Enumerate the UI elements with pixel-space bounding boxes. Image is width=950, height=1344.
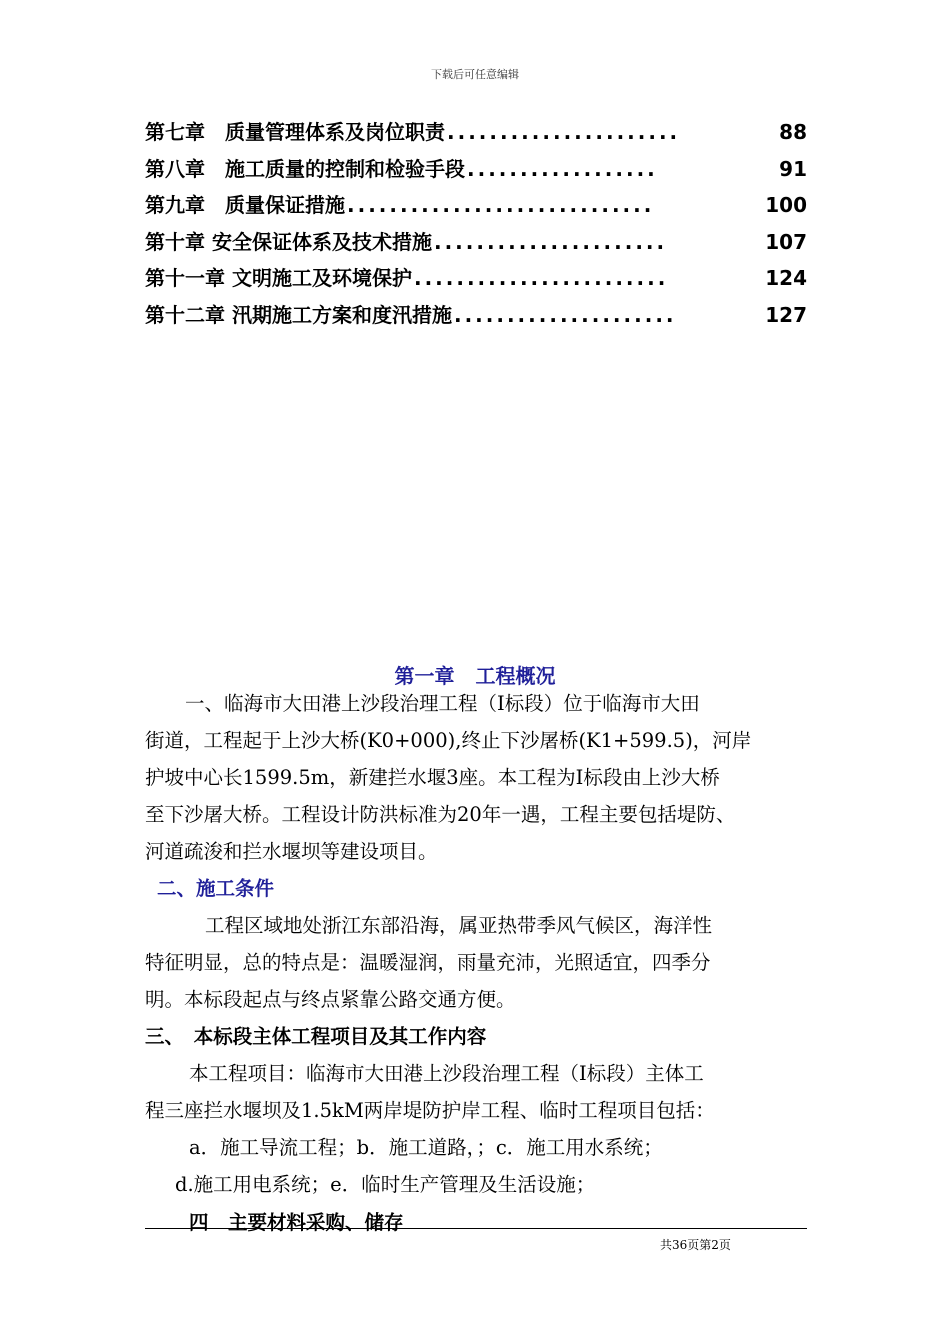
paragraph-line: 至下沙屠大桥。工程设计防洪标准为20年一遇，工程主要包括堤防、 xyxy=(145,803,736,826)
toc-entry-title: 第十章 安全保证体系及技术措施 xyxy=(145,229,432,254)
paragraph-line: 本工程项目：临海市大田港上沙段治理工程（Ⅰ标段）主体工 xyxy=(189,1062,704,1085)
section-heading: 四 主要材料采购、储存 xyxy=(189,1211,404,1234)
toc-entry[interactable] xyxy=(145,226,807,263)
toc-page-number: 88 xyxy=(779,120,807,144)
paragraph-line: 特征明显，总的特点是：温暖湿润，雨量充沛，光照适宜，四季分 xyxy=(145,951,711,974)
page-header: 下载后可任意编辑 xyxy=(431,68,519,81)
paragraph-line: 明。本标段起点与终点紧靠公路交通方便。 xyxy=(145,988,516,1011)
section-heading: 二、施工条件 xyxy=(157,877,275,900)
toc-entry[interactable] xyxy=(145,189,807,226)
paragraph-line: d.施工用电系统；e．临时生产管理及生活设施； xyxy=(175,1173,596,1196)
toc-entry[interactable] xyxy=(145,262,807,299)
toc-page-number: 124 xyxy=(765,266,807,290)
toc-entry-title: 第七章 质量管理体系及岗位职责 xyxy=(145,120,445,144)
paragraph-line: 护坡中心长1599.5m，新建拦水堰3座。本工程为Ⅰ标段由上沙大桥 xyxy=(145,766,720,789)
footer-divider xyxy=(145,1228,807,1229)
paragraph-line: 河道疏浚和拦水堰坝等建设项目。 xyxy=(145,840,438,863)
toc-leader-dots: ...................... xyxy=(433,229,668,254)
toc-page-number: 127 xyxy=(765,302,807,327)
toc-leader-dots: ..................... xyxy=(453,302,677,327)
toc-leader-dots: ...................... xyxy=(447,120,681,144)
toc-page-number: 91 xyxy=(779,156,807,181)
toc-entry[interactable] xyxy=(145,299,807,336)
toc-leader-dots: ............................. xyxy=(347,193,655,217)
section-heading: 三、 本标段主体工程项目及其工作内容 xyxy=(145,1025,487,1048)
paragraph-line: 工程区域地处浙江东部沿海，属亚热带季风气候区，海洋性 xyxy=(205,914,713,937)
toc-entry[interactable] xyxy=(145,116,807,153)
toc-entry-title: 第十二章 汛期施工方案和度汛措施 xyxy=(145,302,452,327)
document-body xyxy=(145,685,825,1243)
toc-leader-dots: .................. xyxy=(467,156,658,181)
toc-page-number: 107 xyxy=(765,229,807,254)
toc-page-number: 100 xyxy=(765,193,807,217)
paragraph-line: 街道，工程起于上沙大桥(K0+000),终止下沙屠桥(K1+599.5)，河岸 xyxy=(145,729,752,752)
paragraph-line: 一、临海市大田港上沙段治理工程（Ⅰ标段）位于临海市大田 xyxy=(185,692,700,715)
paragraph-line: 程三座拦水堰坝及1.5kM两岸堤防护岸工程、临时工程项目包括： xyxy=(145,1099,715,1122)
chapter-heading: 第一章 工程概况 xyxy=(394,664,556,688)
page-footer: 共36页第2页 xyxy=(660,1238,731,1252)
paragraph-line: a．施工导流工程；b．施工道路，；c．施工用水系统； xyxy=(189,1136,663,1159)
toc-entry-title: 第九章 质量保证措施 xyxy=(145,193,345,217)
toc-leader-dots: ........................ xyxy=(413,266,669,290)
table-of-contents xyxy=(145,116,807,335)
toc-entry[interactable] xyxy=(145,153,807,190)
toc-entry-title: 第八章 施工质量的控制和检验手段 xyxy=(145,156,465,181)
toc-entry-title: 第十一章 文明施工及环境保护 xyxy=(145,266,412,290)
